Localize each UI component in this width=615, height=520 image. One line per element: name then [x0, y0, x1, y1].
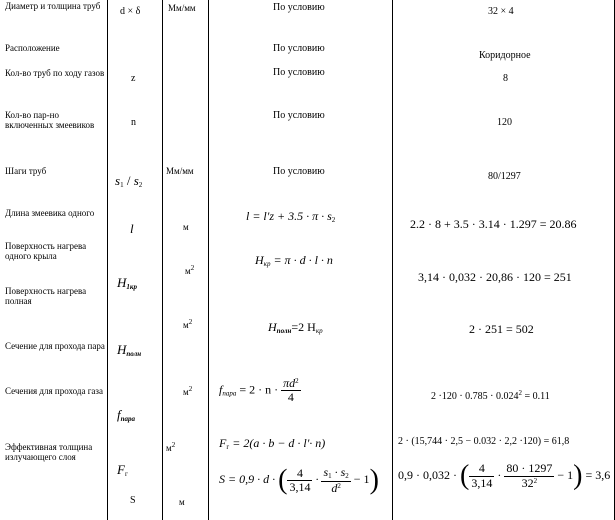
formula-pitch: По условию — [273, 166, 325, 177]
formula-steam-section: $f_{пара} = 2 \cdot n$ · $\frac{\pi d^2}{4}$ — [219, 376, 299, 405]
formula-arrangement: По условию — [273, 43, 325, 54]
formula-surface-wing: $H_{кр} = \pi \cdot d \cdot l \cdot n$ — [255, 253, 333, 268]
col-divider-1 — [107, 0, 108, 520]
row-label-gas-section: Сечения для прохода газа — [5, 386, 103, 396]
symbol-pitch: $s_1 / s_2$ — [115, 173, 143, 189]
row-label-surface-wing: Поверхность нагрева одного крыла — [5, 241, 87, 262]
result-coils: 120 — [497, 117, 512, 128]
row-label-coil-length: Длина змеевика одного — [5, 208, 95, 218]
symbol-gas-section: $F_г$ — [117, 462, 128, 478]
unit-gas-section: $м^2$ — [166, 441, 176, 453]
result-arrangement: Коридорное — [479, 50, 531, 61]
row-label-tubes: Кол-во труб по ходу газов — [5, 68, 105, 78]
symbol-coils: n — [131, 117, 136, 128]
result-surface-full: 2 · 251 = 502 — [469, 322, 534, 336]
unit-steam-section: $м^2$ — [183, 385, 193, 397]
result-gas-section: 2 · (15,744 · 2,5 − 0.032 · 2,2 ·120) = 61,8 — [398, 436, 570, 447]
symbol-surface-full: Hполн — [117, 342, 142, 358]
symbol-coil-length: l — [130, 221, 134, 236]
row-label-pitch: Шаги труб — [5, 166, 47, 176]
formula-surface-full: Hполн=2 $H_{кр}$ — [268, 320, 323, 335]
col-divider-3 — [208, 0, 209, 520]
result-effective-thickness: 0,9 · 0,032 · ( $\frac{4}{3,14}$ · $\frac{80 \cdot 1297}{32^2}$ − 1) = 3,6 — [398, 460, 611, 491]
row-label-coils: Кол-во пар-но включенных змеевиков — [5, 110, 95, 131]
result-steam-section: $2 \cdot 120 \cdot 0.785 \cdot 0.024^2 = 0.11$ — [431, 389, 550, 402]
unit-diameter: Мм/мм — [168, 3, 196, 13]
symbol-effective-thickness: S — [130, 495, 136, 506]
result-surface-wing: 3,14 · 0,032 · 20,86 · 120 = 251 — [418, 270, 572, 284]
symbol-tubes: z — [131, 73, 136, 84]
formula-coil-length: $l = l'z + 3.5 \cdot \pi \cdot s_2$ — [246, 209, 336, 224]
row-label-surface-full: Поверхность нагрева полная — [5, 286, 87, 307]
unit-surface-full: $м^2$ — [183, 318, 193, 330]
unit-surface-wing: $м^2$ — [185, 264, 195, 276]
formula-effective-thickness: S = 0,9 · d · ( $\frac{4}{3,14}$ · $\frac{s_1 \cdot s_2}{d^2}$ − 1) — [219, 464, 379, 496]
col-divider-4 — [392, 0, 393, 520]
formula-coils: По условию — [273, 110, 325, 121]
unit-pitch: Мм/мм — [166, 166, 194, 176]
row-label-diameter: Диаметр и толщина труб — [5, 1, 101, 11]
result-coil-length: 2.2 · 8 + 3.5 · 3.14 · 1.297 = 20.86 — [410, 217, 577, 231]
result-pitch: 80/1297 — [488, 171, 521, 182]
row-label-arrangement: Расположение — [5, 43, 60, 53]
row-label-effective-thickness: Эффективная толщина излучающего слоя — [5, 442, 93, 463]
result-diameter: 32 × 4 — [488, 6, 514, 17]
symbol-surface-wing: H1кр — [117, 275, 137, 291]
symbol-diameter: d × δ — [120, 6, 141, 17]
symbol-steam-section: fпара — [117, 407, 136, 423]
unit-effective-thickness: м — [179, 497, 185, 507]
row-label-steam-section: Сечение для прохода пара — [5, 341, 105, 351]
formula-diameter: По условию — [273, 2, 325, 13]
formula-tubes: По условию — [273, 67, 325, 78]
col-divider-2 — [162, 0, 163, 520]
unit-coil-length: м — [183, 222, 189, 232]
result-tubes: 8 — [503, 73, 508, 84]
formula-gas-section: $F_г = 2(a \cdot b - d \cdot l'\cdot n)$ — [219, 436, 326, 451]
